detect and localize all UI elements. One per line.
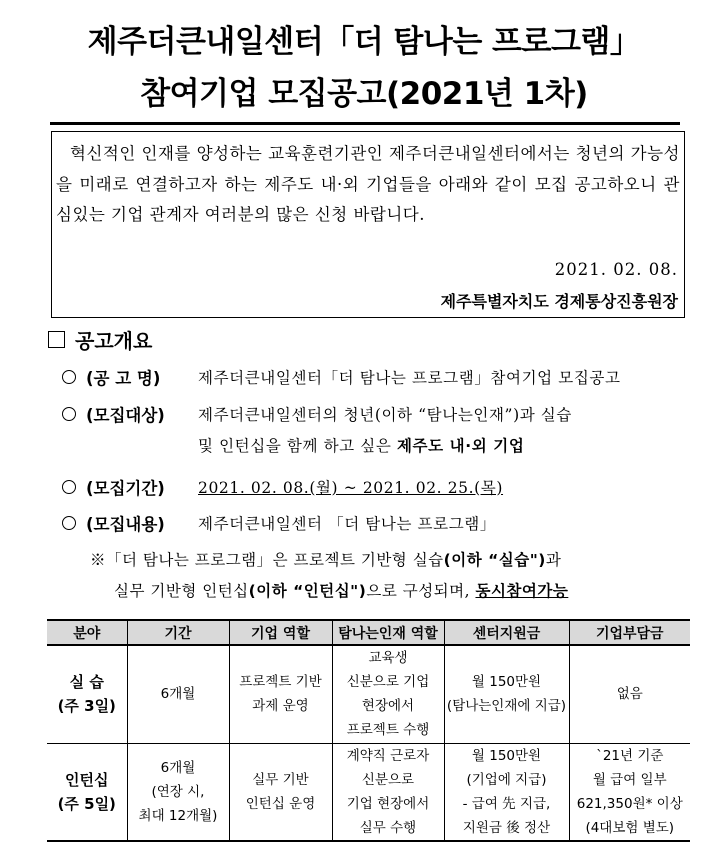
cell-line: 없음 [616, 686, 643, 703]
column-header: 기간 [127, 620, 229, 645]
table-row-practice [47, 645, 690, 743]
column-header: 센터지원금 [444, 620, 569, 645]
item-label-content: (모집내용) [86, 515, 165, 534]
item-value-target-line2 [198, 434, 524, 456]
cell-line: 인턴십 운영 [245, 795, 316, 812]
circle-bullet-icon [62, 370, 76, 384]
section-heading-text: 공고개요 [75, 329, 153, 353]
cell-talent-role [332, 645, 444, 743]
cell-line: 월 150만원 [471, 747, 542, 764]
section-heading [48, 325, 152, 354]
cell-field [47, 645, 127, 743]
table-row-internship [47, 743, 690, 841]
circle-bullet-icon [62, 407, 76, 421]
cell-line: 과제 운영 [252, 698, 309, 715]
cell-line: 프로젝트 기반 [239, 674, 322, 691]
cell-line: 6개월 [160, 686, 196, 703]
target-emphasis: 제주도 내·외 기업 [396, 437, 525, 455]
cell-line: (연장 시, [151, 783, 205, 800]
cell-line: 실무 기반 [252, 771, 309, 788]
column-header: 분야 [47, 620, 127, 645]
announcement-date: 2021. 02. 08. [554, 260, 678, 279]
issuing-organization: 제주특별자치도 경제통상진흥원장 [440, 292, 678, 311]
title-underline [50, 122, 680, 125]
note-line2-b: (이하 “인턴십") [248, 582, 367, 600]
cell-company-role [229, 645, 332, 743]
note-line1-c: 과 [545, 551, 562, 569]
cell-field [47, 743, 127, 841]
cell-line: 신분으로 [361, 771, 415, 788]
cell-company-role [229, 743, 332, 841]
cell-line: 계약직 근로자 [346, 747, 430, 764]
cell-center-support [444, 743, 569, 841]
item-value-target-line1: 제주더큰내일센터의 청년(이하 “탐나는인재”)과 실습 [198, 406, 572, 424]
cell-line: 최대 12개월) [138, 807, 218, 824]
item-label-period: (모집기간) [86, 479, 165, 498]
note-line2-a: 실무 기반형 인턴십 [114, 582, 249, 600]
item-value-period: 2021. 02. 08.(월) ~ 2021. 02. 25.(목) [198, 479, 504, 497]
note-line1-a: ※「더 탐나는 프로그램」은 프로젝트 기반형 실습 [90, 551, 444, 569]
column-header: 탐나는인재 역할 [332, 620, 444, 645]
note-line2-c: 으로 구성되며, [366, 582, 476, 600]
note-line2 [114, 579, 568, 601]
note-line1-b: (이하 “실습") [443, 551, 546, 569]
cell-line: 월 150만원 [471, 674, 542, 691]
cell-line: 기업 현장에서 [346, 795, 430, 812]
column-header: 기업부담금 [569, 620, 690, 645]
cell-line: 신분으로 기업 [346, 674, 430, 691]
cell-line: (주 3일) [57, 697, 116, 716]
cell-line: (4대보험 별도) [585, 819, 675, 836]
item-value-name: 제주더큰내일센터「더 탐나는 프로그램」참여기업 모집공고 [198, 369, 621, 387]
item-label-target: (모집대상) [86, 406, 165, 425]
cell-line: 교육생 [368, 650, 408, 667]
cell-line: (주 5일) [57, 794, 116, 813]
cell-line: 지원금 後 정산 [462, 819, 551, 836]
cell-company-burden [569, 743, 690, 841]
cell-line: (기업에 지급) [466, 771, 547, 788]
column-header: 기업 역할 [229, 620, 332, 645]
cell-line: (탐나는인재에 지급) [446, 698, 567, 715]
page-title-line1: 제주더큰내일센터「더 탐나는 프로그램」 [87, 24, 641, 60]
item-value-content: 제주더큰내일센터 「더 탐나는 프로그램」 [198, 515, 496, 533]
cell-line: 실 습 [69, 673, 104, 692]
cell-line: - 급여 先 지급, [462, 795, 551, 812]
cell-line: 월 급여 일부 [592, 771, 667, 788]
cell-center-support [444, 645, 569, 743]
intro-paragraph: 혁신적인 인재를 양성하는 교육훈련기관인 제주더큰내일센터에서는 청년의 가능성을 미래로 연결하고자 하는 제주도 내·외 기업들을 아래와 같이 모집 공고하오니 관심있는 기업 관계자 여러분의 많은 신청 바랍니다. [56, 144, 680, 224]
cell-line: 실무 수행 [359, 819, 417, 836]
cell-period [127, 645, 229, 743]
checkbox-square-icon [48, 331, 65, 348]
cell-line: 6개월 [160, 759, 196, 776]
program-table [47, 619, 690, 842]
cell-line: 인턴십 [65, 770, 109, 789]
cell-period [127, 743, 229, 841]
cell-company-burden [569, 645, 690, 743]
note-line1 [90, 548, 561, 570]
circle-bullet-icon [62, 480, 76, 494]
cell-line: 현장에서 [361, 698, 415, 715]
page-title-line2: 참여기업 모집공고(2021년 1차) [140, 76, 588, 112]
target-line2-text: 및 인턴십을 함께 하고 싶은 [198, 437, 397, 455]
cell-talent-role [332, 743, 444, 841]
circle-bullet-icon [62, 516, 76, 530]
table-header-row [47, 620, 690, 645]
note-line2-d: 동시참여가능 [475, 582, 569, 600]
cell-line: 621,350원* 이상 [576, 795, 683, 812]
cell-line: `21년 기준 [596, 747, 664, 764]
item-label-name: (공 고 명) [86, 369, 161, 388]
cell-line: 프로젝트 수행 [346, 722, 430, 739]
